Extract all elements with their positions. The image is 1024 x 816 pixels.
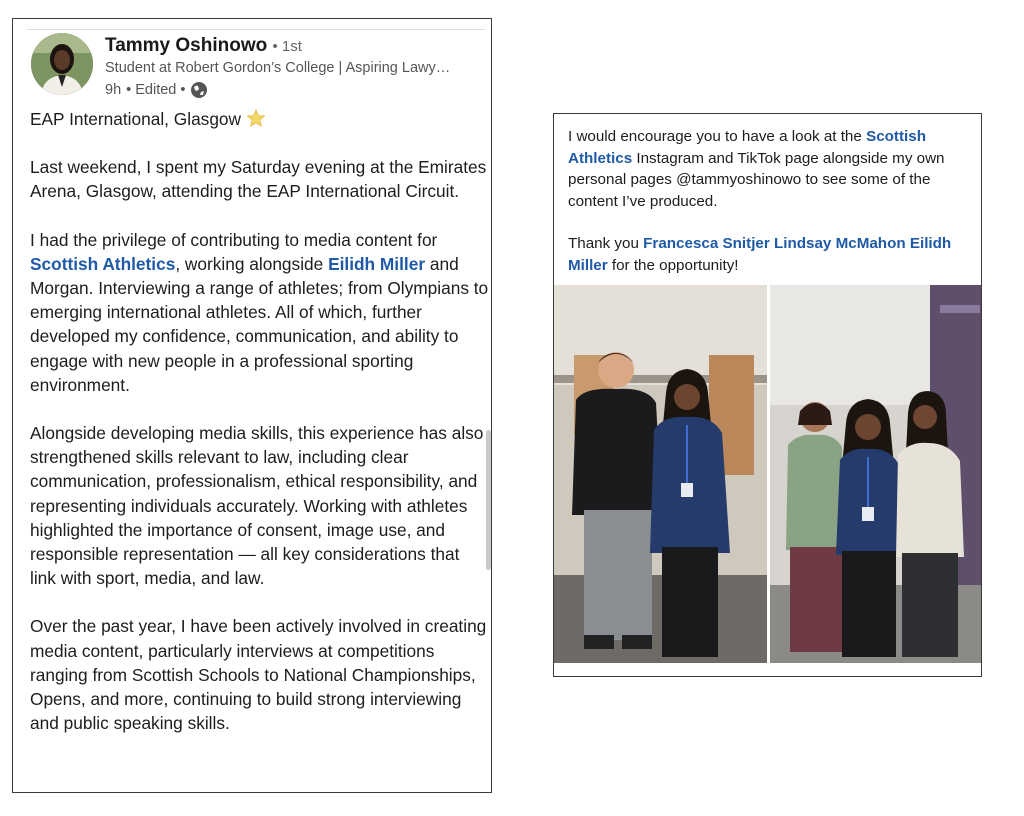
continuation-body	[568, 126, 972, 298]
connection-degree: • 1st	[272, 38, 302, 55]
card-footer	[554, 663, 981, 676]
mention-scottish-athletics-2[interactable]: Scottish Athletics	[568, 128, 926, 167]
edited-label: • Edited •	[126, 82, 186, 98]
divider	[27, 29, 485, 30]
post-photo-2[interactable]	[770, 285, 982, 663]
mention-eilidh-miller[interactable]: Eilidh Miller	[328, 253, 426, 274]
author-headline: Student at Robert Gordon’s College | Aspiring Lawy…	[105, 60, 451, 76]
mention-scottish-athletics[interactable]: Scottish Athletics	[30, 253, 176, 274]
post-title-line	[30, 107, 490, 131]
post-card	[12, 18, 492, 793]
continuation-paragraph-2	[568, 233, 972, 276]
post-continuation-card	[553, 113, 982, 677]
post-title-text: EAP International, Glasgow	[30, 109, 242, 129]
para2-text-b: , working alongside	[175, 253, 329, 274]
star-icon	[246, 109, 266, 129]
p1-text-a: I would encourage you to have a look at the	[568, 128, 867, 145]
scrollbar[interactable]	[486, 430, 491, 570]
continuation-paragraph-1	[568, 126, 972, 212]
globe-icon	[190, 81, 208, 99]
author-name-text[interactable]: Tammy Oshinowo	[105, 35, 268, 56]
avatar[interactable]	[31, 33, 93, 95]
post-photo-1[interactable]	[554, 285, 767, 663]
post-time: 9h	[105, 82, 122, 98]
post-paragraph-4: Over the past year, I have been actively involved in creating media content, particularly interviews at competitions ranging from Scottish Schools to National Championships, Opens, and more, continuing to build strong interviewing and public speaking skills.	[30, 616, 487, 734]
post-body	[30, 107, 490, 759]
para2-text-c: and Morgan. Interviewing a range of athletes; from Olympians to emerging international athletes. All of which, further developed my confidence, communication, and ability to engage with new people in a professional sporting environment.	[30, 253, 489, 395]
para2-text-a: I had the privilege of contributing to media content for	[30, 229, 438, 250]
post-paragraph-2	[30, 228, 490, 397]
p1-text-b: Instagram and TikTok page alongside my own personal pages @tammyoshinowo to see some of the content I’ve produced.	[568, 149, 945, 210]
mention-thanked-people[interactable]: Francesca Snitjer Lindsay McMahon Eilidh Miller	[568, 235, 952, 274]
p2-text-a: Thank you	[568, 235, 644, 253]
author-name[interactable]	[105, 35, 302, 57]
post-paragraph-1: Last weekend, I spent my Saturday evening at the Emirates Arena, Glasgow, attending the EAP International Circuit.	[30, 157, 487, 202]
p2-text-b: for the opportunity!	[607, 256, 739, 274]
post-meta	[105, 81, 208, 99]
post-paragraph-3: Alongside developing media skills, this experience has also strengthened skills relevant to law, including clear communication, professionalism, ethical responsibility, and representing individuals accurately. Working with athletes highlighted the importance of consent, image use, and responsible representation — all key considerations that link with sport, media, and law.	[30, 423, 484, 589]
